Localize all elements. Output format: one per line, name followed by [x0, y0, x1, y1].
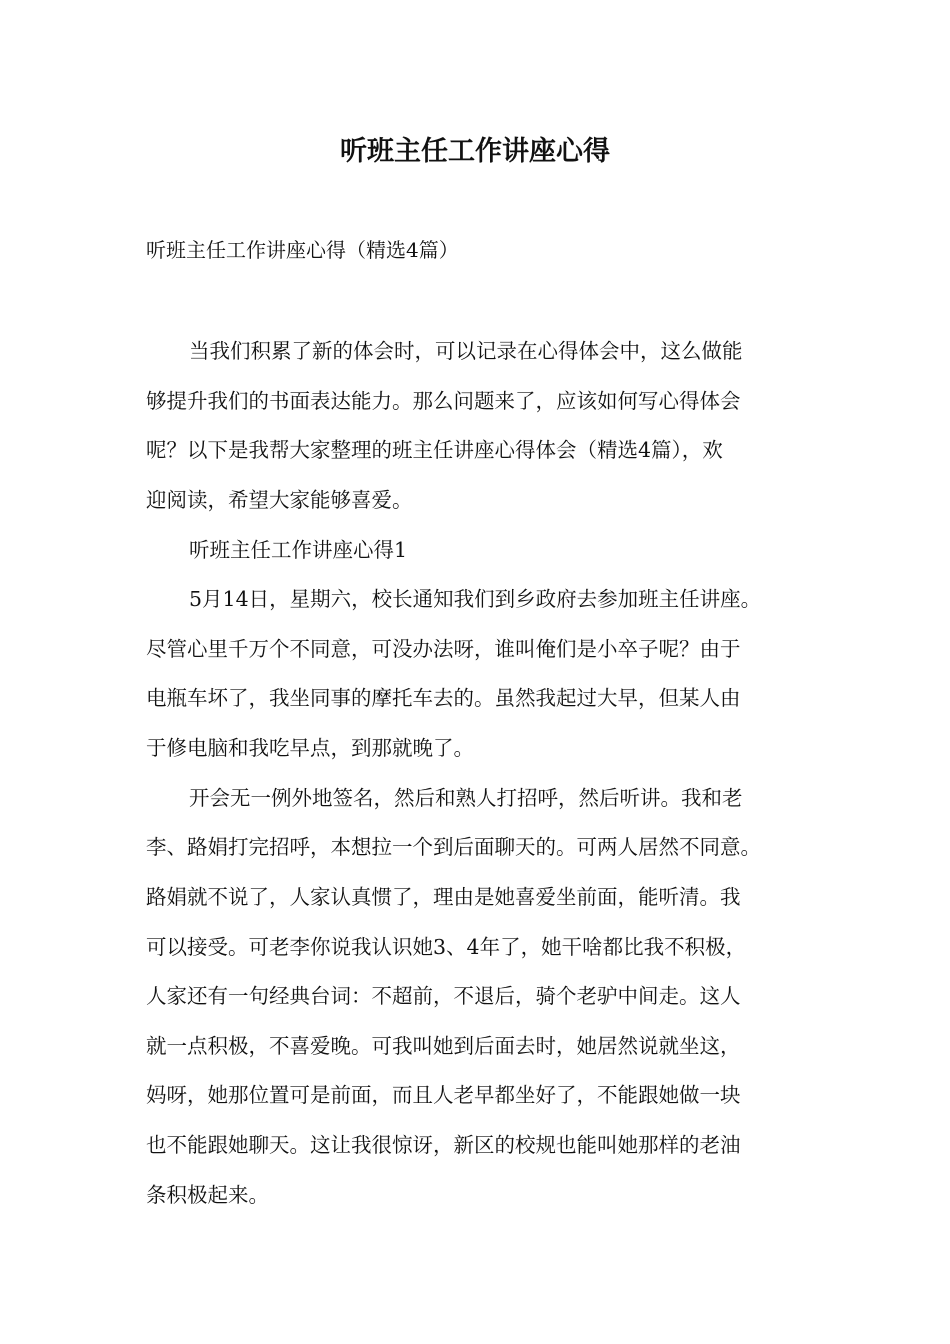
document-title: 听班主任工作讲座心得 [340, 136, 610, 167]
paragraph-line: 当我们积累了新的体会时，可以记录在心得体会中，这么做能 [189, 339, 743, 363]
paragraph-line: 5月14日，星期六，校长通知我们到乡政府去参加班主任讲座。 [189, 587, 762, 611]
paragraph-line: 妈呀，她那位置可是前面，而且人老早都坐好了，不能跟她做一块 [146, 1083, 741, 1107]
paragraph-line: 条积极起来。 [146, 1183, 269, 1207]
paragraph-line: 李、路娟打完招呼，本想拉一个到后面聊天的。可两人居然不同意。 [146, 835, 761, 859]
section-heading: 听班主任工作讲座心得1 [189, 538, 408, 562]
paragraph-line: 可以接受。可老李你说我认识她3、4年了，她干啥都比我不积极， [146, 935, 747, 959]
paragraph-line: 迎阅读，希望大家能够喜爱。 [146, 488, 413, 512]
paragraph-line: 人家还有一句经典台词：不超前，不退后，骑个老驴中间走。这人 [146, 984, 741, 1008]
paragraph-line: 路娟就不说了，人家认真惯了，理由是她喜爱坐前面，能听清。我 [146, 885, 741, 909]
paragraph-line: 电瓶车坏了，我坐同事的摩托车去的。虽然我起过大早，但某人由 [146, 686, 741, 710]
paragraph-line: 也不能跟她聊天。这让我很惊讶，新区的校规也能叫她那样的老油 [146, 1133, 741, 1157]
paragraph-line: 呢？以下是我帮大家整理的班主任讲座心得体会（精选4篇），欢 [146, 438, 723, 462]
paragraph-line: 于修电脑和我吃早点，到那就晚了。 [146, 736, 474, 760]
paragraph-line: 够提升我们的书面表达能力。那么问题来了，应该如何写心得体会 [146, 389, 741, 413]
document-subtitle: 听班主任工作讲座心得（精选4篇） [146, 238, 459, 262]
paragraph-line: 开会无一例外地签名，然后和熟人打招呼，然后听讲。我和老 [189, 786, 743, 810]
paragraph-line: 就一点积极，不喜爱晚。可我叫她到后面去时，她居然说就坐这， [146, 1034, 741, 1058]
paragraph-line: 尽管心里千万个不同意，可没办法呀，谁叫俺们是小卒子呢？由于 [146, 637, 741, 661]
